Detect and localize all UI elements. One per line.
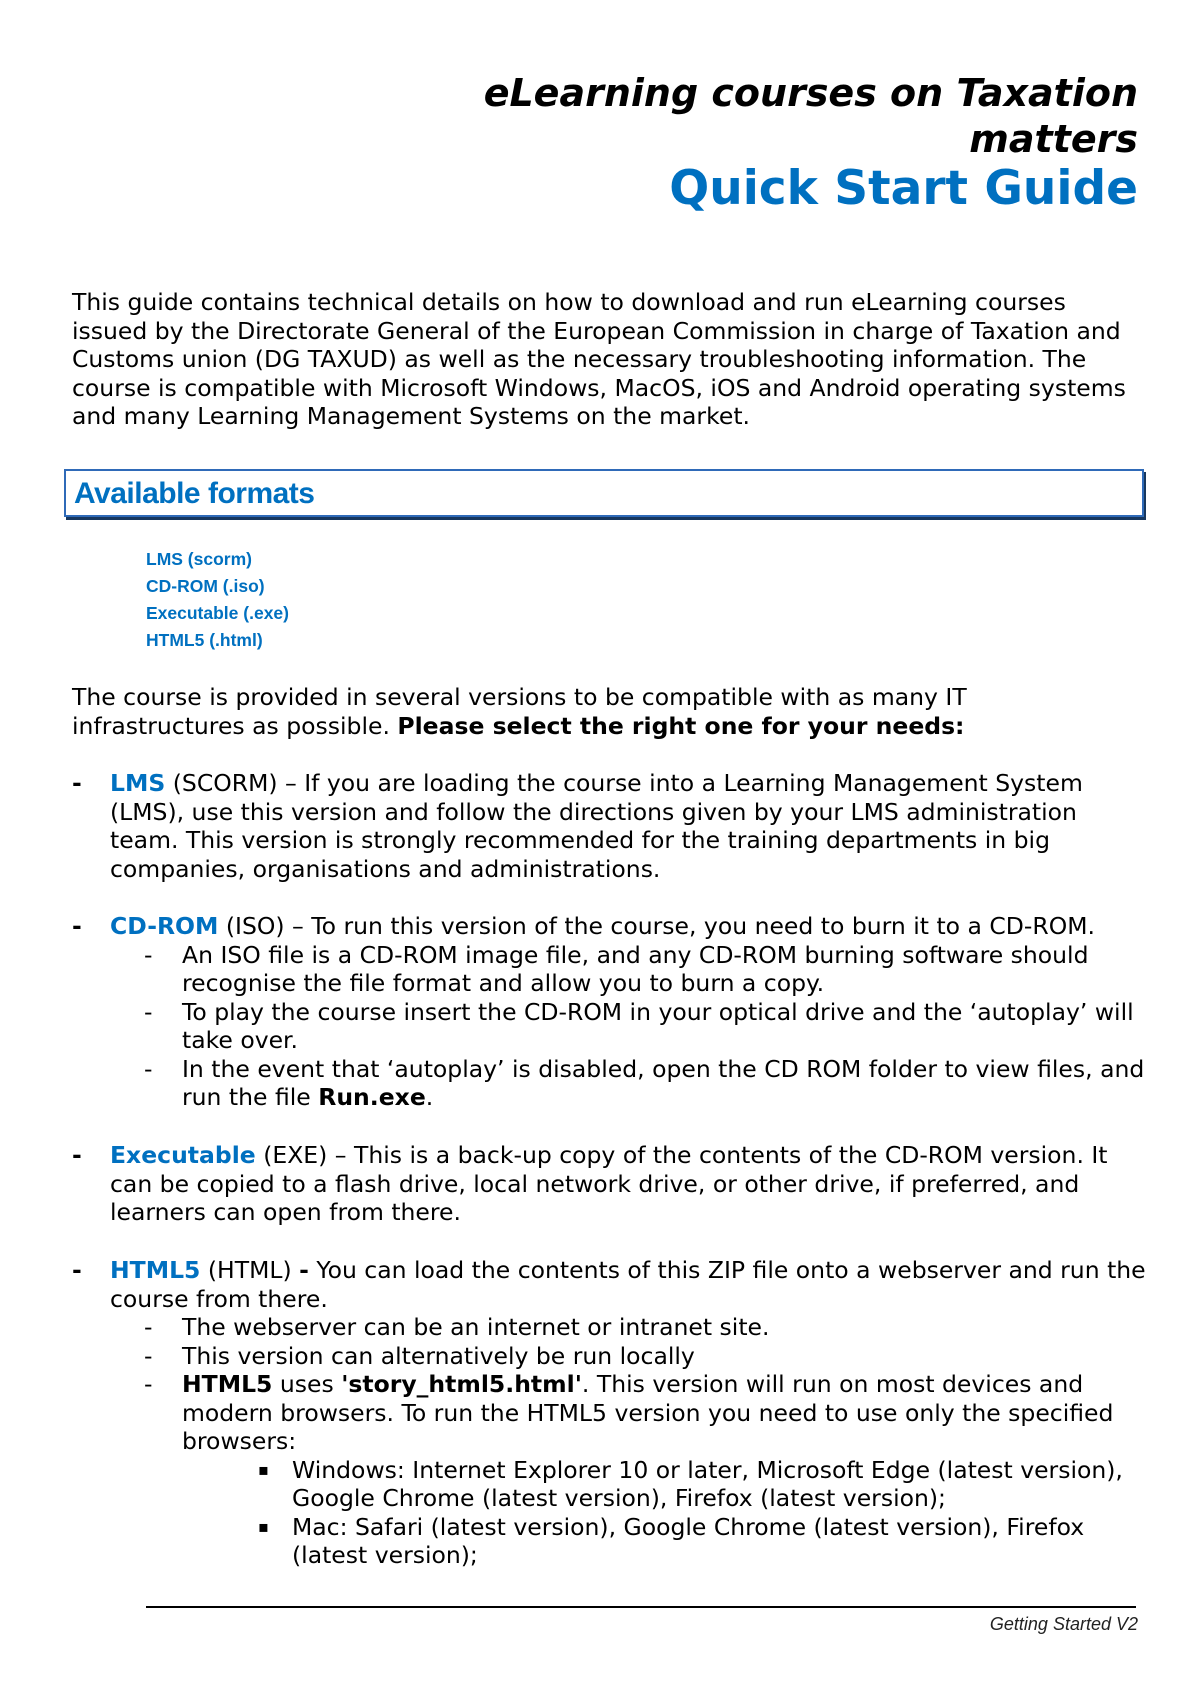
toc-item-lms[interactable]: LMS (scorm) xyxy=(146,549,252,569)
intro-paragraph: This guide contains technical details on how to download and run eLearning courses issued by the Directorate General of the European Commission in charge of Taxation and Customs union (DG TAXUD) as well as the necessary troubleshooting information. The course is compatible with Microsoft Windows, MacOS, iOS and Android operating systems and many Learning Management Systems on the market. xyxy=(72,288,1126,430)
versions-intro-text: The course is provided in several versions to be compatible with as many IT infrastructures as possible. xyxy=(72,683,967,740)
toc-item-executable[interactable]: Executable (.exe) xyxy=(146,603,289,623)
browser-item-windows xyxy=(258,1455,1152,1513)
cdrom-sub-item xyxy=(144,1054,1152,1112)
period: . xyxy=(425,1083,434,1111)
toc-item-html5[interactable]: HTML5 (.html) xyxy=(146,630,263,650)
cdrom-sub-item xyxy=(144,997,1152,1055)
browser-text: Windows: Internet Explorer 10 or later, Microsoft Edge (latest version), Google Chrome (latest version), Firefox (latest version); xyxy=(292,1455,1123,1512)
html5-format: (HTML) xyxy=(200,1256,300,1284)
html5-sub-item xyxy=(144,1313,1152,1342)
toc-item-cdrom[interactable]: CD-ROM (.iso) xyxy=(146,576,265,596)
bullet-cdrom-text xyxy=(110,912,1152,941)
cdrom-description: (ISO) – To run this version of the course, you need to burn it to a CD-ROM. xyxy=(218,912,1095,940)
dash-icon: - xyxy=(72,1141,82,1169)
bullet-lms-text xyxy=(110,769,1152,883)
dash-icon: - xyxy=(144,1313,153,1341)
dash-icon: - xyxy=(144,1341,153,1370)
title-block xyxy=(484,70,1138,218)
bullet-cdrom xyxy=(72,912,1152,1112)
cdrom-sub-item xyxy=(144,940,1152,998)
html5-sub-text: This version can alternatively be run locally xyxy=(182,1341,695,1370)
dash-icon: - xyxy=(144,1370,153,1398)
document-subtitle: Quick Start Guide xyxy=(669,161,1138,216)
footer-version: Getting Started V2 xyxy=(989,1614,1138,1634)
document-title-line-1: eLearning courses on Taxation xyxy=(483,71,1138,115)
dash-icon: - xyxy=(144,997,153,1026)
cdrom-sub-text: To play the course insert the CD-ROM in your optical drive and the ‘autoplay’ will take over. xyxy=(182,997,1134,1054)
html5-bold: HTML5 xyxy=(182,1370,273,1398)
html5-sub-item xyxy=(144,1370,1152,1456)
html5-dash: - xyxy=(299,1256,309,1284)
format-toc xyxy=(146,546,289,654)
document-title-line-2: matters xyxy=(969,117,1138,161)
section-heading-box xyxy=(64,469,1144,517)
html5-sub-text: The webserver can be an internet or intranet site. xyxy=(182,1313,770,1341)
bullet-lms xyxy=(72,769,1152,883)
dash-icon: - xyxy=(72,1256,82,1284)
lms-description: (SCORM) – If you are loading the course into a Learning Management System (LMS), use this version and follow the directions given by your LMS administration team. This version is strongly recommended for the training departments in big companies, organisations and administrations. xyxy=(110,769,1083,883)
square-bullet-icon: ▪ xyxy=(258,1516,269,1536)
story-file-name: 'story_html5.html' xyxy=(341,1370,582,1398)
versions-intro-bold: Please select the right one for your needs: xyxy=(397,711,965,740)
keyword-cdrom: CD-ROM xyxy=(110,912,219,940)
keyword-lms: LMS xyxy=(110,769,166,797)
footer-divider xyxy=(146,1606,1136,1608)
dash-icon: - xyxy=(72,912,82,940)
keyword-executable: Executable xyxy=(110,1141,256,1169)
bullet-html5 xyxy=(72,1256,1152,1570)
run-exe: Run.exe xyxy=(318,1083,426,1111)
html5-sub-item xyxy=(144,1341,1152,1371)
cdrom-sub-text: In the event that ‘autoplay’ is disabled, open the CD ROM folder to view files, and run the file xyxy=(182,1054,1145,1111)
browser-text: Mac: Safari (latest version), Google Chrome (latest version), Firefox (latest version); xyxy=(292,1512,1085,1569)
html5-browsers-intro: . This version will run on most devices and modern browsers. To run the HTML5 version you need to use only the specified browsers: xyxy=(182,1370,1114,1455)
section-heading: Available formats xyxy=(74,477,315,510)
dash-icon: - xyxy=(144,940,153,969)
dash-icon: - xyxy=(72,769,82,797)
bullet-html5-text xyxy=(110,1256,1152,1313)
keyword-html5: HTML5 xyxy=(110,1256,201,1284)
executable-description: (EXE) – This is a back-up copy of the contents of the CD-ROM version. It can be copied to a flash drive, local network drive, or other drive, if preferred, and learners can open from there. xyxy=(110,1141,1108,1226)
bullet-executable-text xyxy=(110,1141,1152,1227)
dash-icon: - xyxy=(144,1054,153,1083)
html5-description: You can load the contents of this ZIP file onto a webserver and run the course from there. xyxy=(110,1256,1146,1313)
square-bullet-icon: ▪ xyxy=(258,1459,269,1479)
html5-uses: uses xyxy=(272,1370,342,1398)
cdrom-sub-text: An ISO file is a CD-ROM image file, and any CD-ROM burning software should recognise the file format and allow you to burn a copy. xyxy=(182,940,1089,997)
browser-item-mac xyxy=(258,1512,1152,1570)
versions-intro xyxy=(72,683,1132,740)
bullet-executable xyxy=(72,1141,1152,1227)
